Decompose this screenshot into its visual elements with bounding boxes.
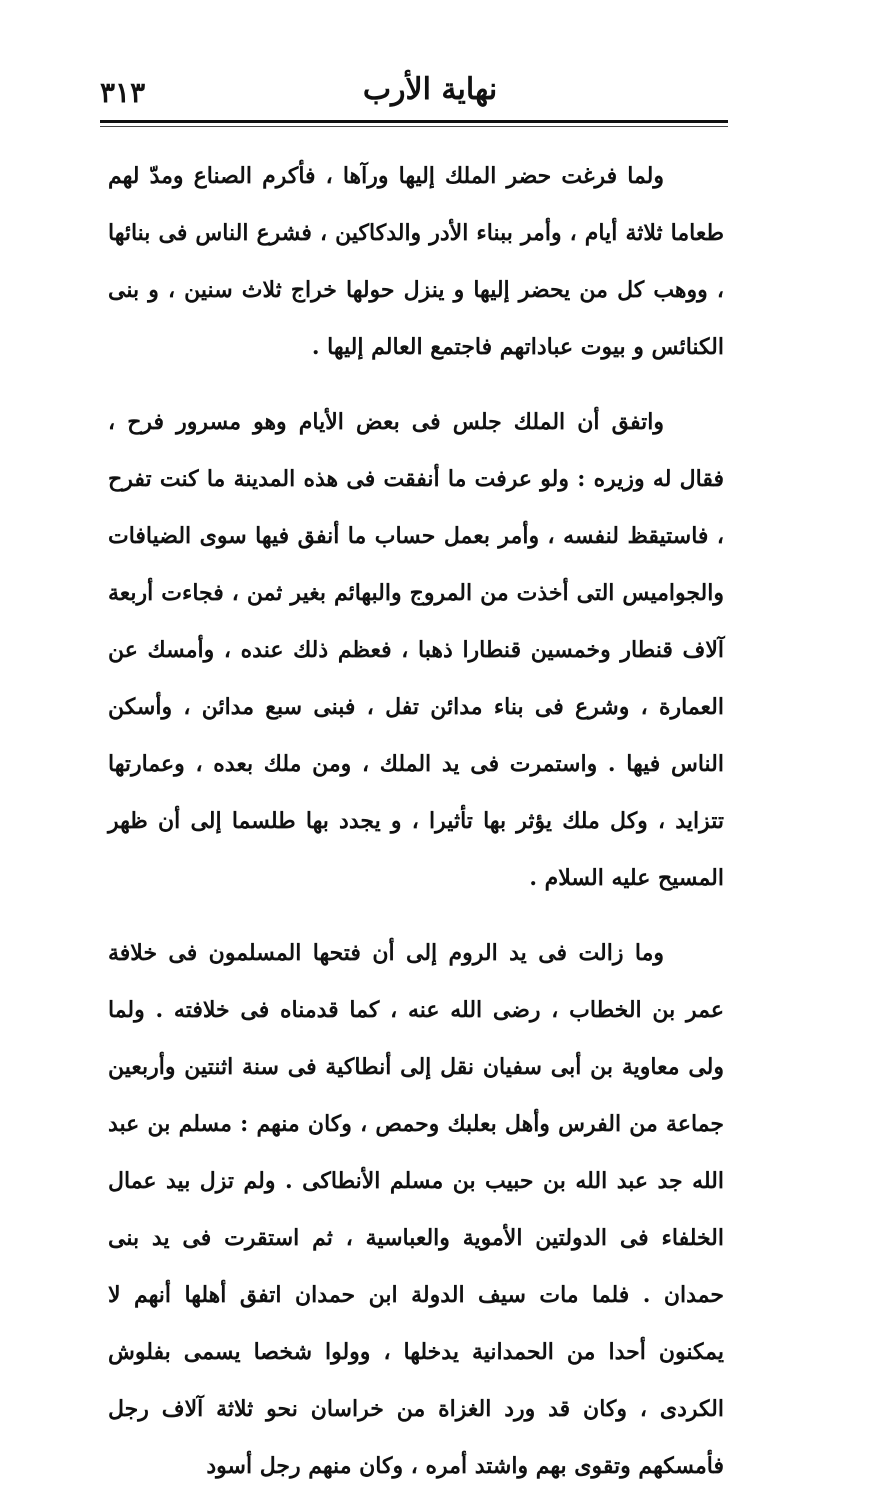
page-header [100, 72, 730, 120]
paragraph: وما زالت فى يد الروم إلى أن فتحها المسلمون فى خلافة عمر بن الخطاب ، رضى الله عنه ، كما قدمناه فى خلافته . ولما ولى معاوية بن أبى سفيان نقل إلى أنطاكية فى سنة اثنتين وأربعين جماعة من الفرس وأهل بعلبك وحمص ، وكان منهم : مسلم بن عبد الله جد عبد الله بن حبيب بن مسلم الأنطاكى . ولم تزل بيد عمال الخلفاء فى الدولتين الأموية والعباسية ، ثم استقرت فى يد بنى حمدان . فلما مات سيف الدولة ابن حمدان اتفق أهلها أنهم لا يمكنون أحدا من الحمدانية يدخلها ، وولوا شخصا يسمى بفلوش الكردى ، وكان قد ورد الغزاة من خراسان نحو ثلاثة آلاف رجل فأمسكهم وتقوى بهم واشتد أمره ، وكان منهم رجل أسود [108, 940, 724, 1479]
page-number: ٣١٣ [100, 76, 146, 109]
body-text [108, 148, 724, 1495]
running-title: نهاية الأرب [362, 72, 498, 107]
header-rule-thin [100, 126, 728, 127]
header-rule [100, 120, 728, 123]
paragraph: واتفق أن الملك جلس فى بعض الأيام وهو مسرور فرح ، فقال له وزيره : ولو عرفت ما أنفقت فى هذه المدينة ما كنت تفرح ، فاستيقظ لنفسه ، وأمر بعمل حساب ما أنفق فيها سوى الضيافات والجواميس التى أخذت من المروج والبهائم بغير ثمن ، فجاءت أربعة آلاف قنطار وخمسين قنطارا ذهبا ، فعظم ذلك عنده ، وأمسك عن العمارة ، وشرع فى بناء مدائن تفل ، فبنى سبع مدائن ، وأسكن الناس فيها . واستمرت فى يد الملك ، ومن ملك بعده ، وعمارتها تتزايد ، وكل ملك يؤثر بها تأثيرا ، و يجدد بها طلسما إلى أن ظهر المسيح عليه السلام . [108, 409, 724, 891]
paragraph: ولما فرغت حضر الملك إليها ورآها ، فأكرم الصناع ومدّ لهم طعاما ثلاثة أيام ، وأمر ببناء الأدر والدكاكين ، فشرع الناس فى بنائها ، ووهب كل من يحضر إليها و ينزل حولها خراج ثلاث سنين ، و بنى الكنائس و بيوت عباداتهم فاجتمع العالم إليها . [108, 163, 724, 360]
